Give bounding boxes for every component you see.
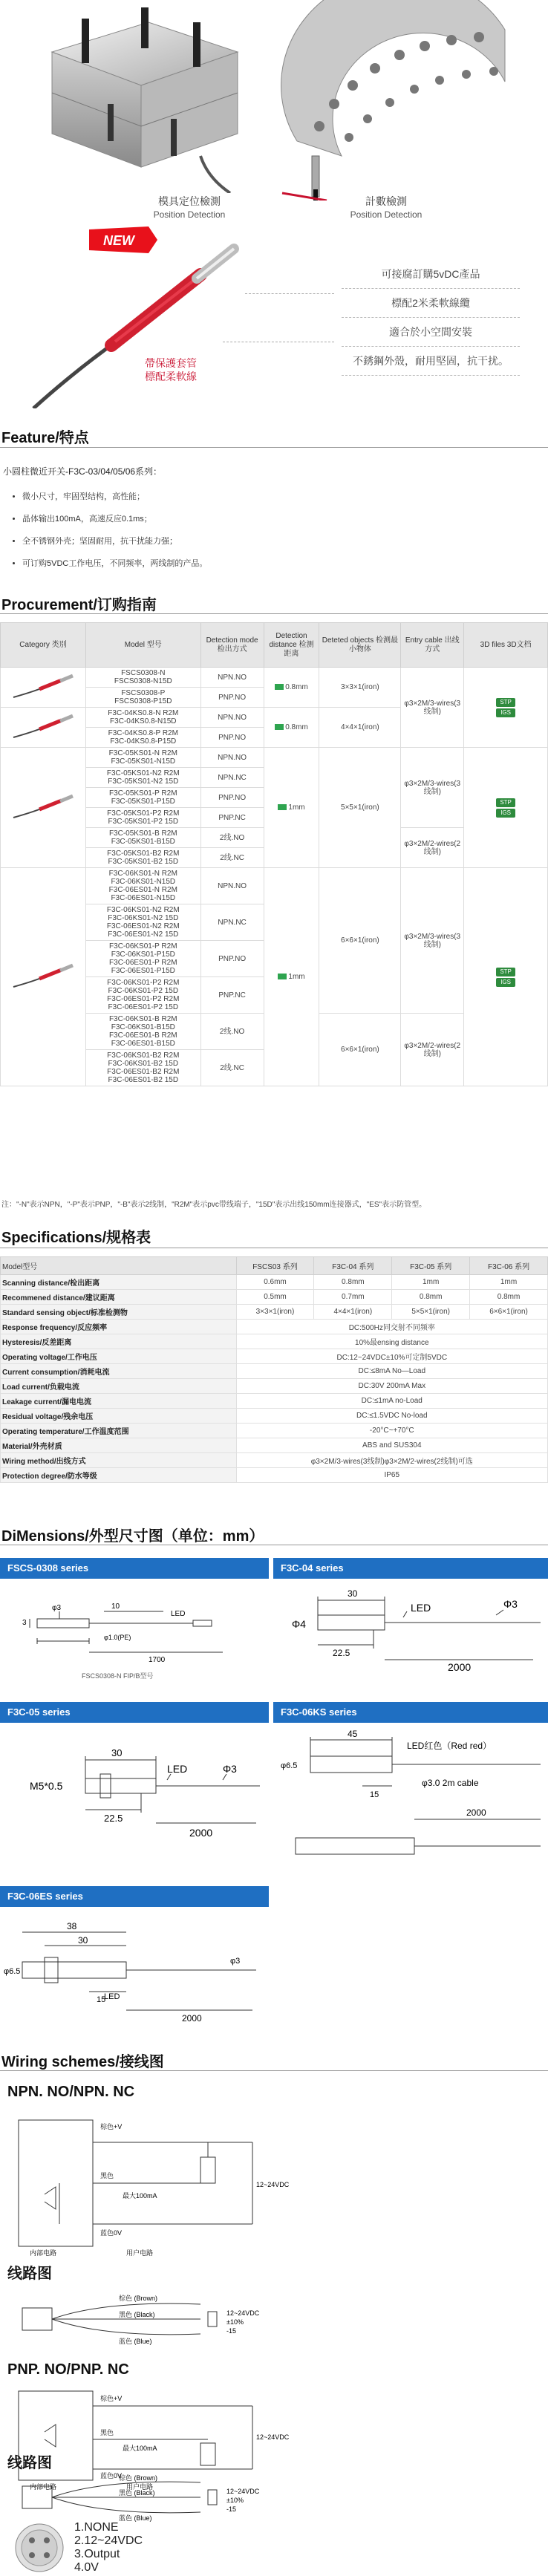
- dimensions-title: DiMensions/外型尺寸图（单位：mm）: [1, 1528, 264, 1545]
- model-cell: F3C-05KS01-B2 R2M F3C-05KS01-B2 15D: [85, 848, 200, 868]
- distance-value: 0.8mm: [285, 683, 308, 691]
- svg-text:15: 15: [97, 1995, 106, 2004]
- svg-text:蓝色 (Blue): 蓝色 (Blue): [119, 2338, 152, 2345]
- mode-cell: NPN.NC: [200, 904, 264, 941]
- mode-cell: PNP.NC: [200, 808, 264, 828]
- divider: [0, 447, 548, 448]
- svg-text:黑色: 黑色: [100, 2172, 114, 2179]
- spec-value: IP65: [236, 1468, 547, 1483]
- th-model: Model 型号: [85, 623, 200, 668]
- svg-text:-15: -15: [226, 2327, 237, 2335]
- dash-line: [245, 293, 334, 294]
- spec-value: 0.8mm: [392, 1290, 470, 1305]
- spec-row: [1, 1438, 548, 1453]
- svg-text:12~24VDC: 12~24VDC: [226, 2309, 260, 2317]
- igs-download-button[interactable]: IGS: [496, 809, 515, 818]
- spec-value: DC:12~24VDC±10%可定制5VDC: [236, 1349, 547, 1364]
- th-category: Category 类別: [1, 623, 86, 668]
- distance-bar: [275, 684, 284, 690]
- npn-circuit: [15, 2113, 297, 2257]
- spec-label: Operating temperature/工作温度范围: [1, 1424, 237, 1438]
- spec-row: [1, 1349, 548, 1364]
- mode-cell: NPN.NO: [200, 868, 264, 904]
- svg-text:1700: 1700: [149, 1656, 166, 1664]
- mode-cell: PNP.NO: [200, 728, 264, 748]
- svg-text:12~24VDC: 12~24VDC: [256, 2181, 290, 2188]
- stp-download-button[interactable]: STP: [496, 968, 515, 976]
- spec-value: 10%最ensing distance: [236, 1334, 547, 1349]
- procurement-row: [1, 868, 548, 904]
- connector-pinout-icon: [11, 2521, 71, 2575]
- spec-label: Leakage current/漏电电流: [1, 1394, 237, 1409]
- spec-value: DC:30V 200mA Max: [236, 1379, 547, 1394]
- spec-label: Hysteresis/反差距离: [1, 1334, 237, 1349]
- spec-label: Wiring method/出线方式: [1, 1453, 237, 1468]
- spec-row: [1, 1394, 548, 1409]
- svg-text:棕色+V: 棕色+V: [100, 2395, 123, 2402]
- cable-cell: φ3×2M/2-wires(2线制): [401, 828, 464, 868]
- feature-title: Feature/特点: [1, 430, 89, 446]
- model-cell: F3C-06KS01-B2 R2M F3C-06KS01-B2 15D F3C-06ES01-B2 R2M F3C-06ES01-B2 15D: [85, 1050, 200, 1086]
- model-cell: F3C-05KS01-N2 R2M F3C-05KS01-N2 15D: [85, 768, 200, 788]
- category-image: [1, 868, 86, 1086]
- mode-cell: 2线.NC: [200, 1050, 264, 1086]
- dim-head-f06es: F3C-06ES series: [0, 1886, 269, 1907]
- sensor-thumbnail-icon: [10, 961, 76, 991]
- mode-cell: NPN.NO: [200, 708, 264, 728]
- model-cell: F3C-05KS01-B R2M F3C-05KS01-B15D: [85, 828, 200, 848]
- svg-text:12~24VDC: 12~24VDC: [226, 2488, 260, 2495]
- spec-value: DC:≤1mA no-Load: [236, 1394, 547, 1409]
- spec-label: Material/外壳材质: [1, 1438, 237, 1453]
- distance-bar: [278, 804, 287, 810]
- distance-bar: [275, 724, 284, 730]
- svg-text:3: 3: [22, 1619, 27, 1627]
- svg-text:蓝色0V: 蓝色0V: [100, 2229, 123, 2237]
- hero-section: [0, 0, 548, 416]
- svg-text:Φ3: Φ3: [223, 1763, 237, 1775]
- svg-text:10: 10: [111, 1602, 120, 1611]
- feature-item: • 晶体输出100mA，高速反应0.1ms；: [22, 512, 207, 524]
- svg-text:±10%: ±10%: [226, 2318, 244, 2326]
- svg-text:-15: -15: [226, 2505, 237, 2513]
- spec-label: Current consumption/消耗电流: [1, 1364, 237, 1379]
- spec-th: F3C-06 系列: [470, 1257, 548, 1275]
- spec-row: [1, 1305, 548, 1320]
- cable-cell: φ3×2M/2-wires(2线制): [401, 1014, 464, 1086]
- spec-value: 0.8mm: [314, 1275, 392, 1290]
- spec-title: Specifications/规格表: [1, 1230, 151, 1246]
- npn-title: NPN. NO/NPN. NC: [7, 2084, 135, 2100]
- f06ks-drawing: [273, 1726, 548, 1882]
- wiring-title: Wiring schemes/接线图: [1, 2054, 164, 2070]
- distance-cell: [264, 668, 319, 708]
- pin-item: 2.12~24VDC: [74, 2534, 143, 2547]
- procurement-note: 注："-N"表示NPN，"-P"表示PNP，"-B"表示2线制，"R2M"表示pvc带线端子，"15D"表示出线150mm连接器式，"ES"表示防管型。: [1, 1201, 427, 1209]
- spec-row: [1, 1453, 548, 1468]
- th-cable: Entry cable 出线方式: [401, 623, 464, 668]
- hero-bullet: 可接腐訂購5vDC產品: [342, 260, 520, 289]
- svg-text:内部电路: 内部电路: [30, 2483, 57, 2491]
- hero-feature-bullets: [342, 260, 520, 376]
- spec-row: [1, 1334, 548, 1349]
- new-badge: [89, 226, 157, 253]
- spec-label: Operating voltage/工作电压: [1, 1349, 237, 1364]
- object-cell: 5×5×1(iron): [319, 748, 401, 868]
- spec-label: Response frequency/反应频率: [1, 1320, 237, 1334]
- download-cell: [464, 668, 548, 748]
- svg-text:最大100mA: 最大100mA: [123, 2192, 157, 2200]
- model-cell: F3C-05KS01-P R2M F3C-05KS01-P15D: [85, 788, 200, 808]
- svg-text:30: 30: [78, 1935, 88, 1946]
- svg-text:LED: LED: [171, 1610, 186, 1618]
- pin-list: [74, 2521, 143, 2575]
- spec-value: 6×6×1(iron): [470, 1305, 548, 1320]
- spec-label: Load current/负载电流: [1, 1379, 237, 1394]
- spec-value: 0.7mm: [314, 1290, 392, 1305]
- spec-value: 3×3×1(iron): [236, 1305, 314, 1320]
- object-cell: 3×3×1(iron): [319, 668, 401, 708]
- svg-text:用户电路: 用户电路: [126, 2249, 154, 2257]
- spec-th: FSCS03 系列: [236, 1257, 314, 1275]
- svg-text:Φ4: Φ4: [292, 1618, 306, 1630]
- svg-text:M5*0.5: M5*0.5: [30, 1780, 63, 1792]
- model-cell: F3C-05KS01-P2 R2M F3C-05KS01-P2 15D: [85, 808, 200, 828]
- pnp-wire-diagram: [15, 2471, 297, 2523]
- th-mode: Detection mode 检出方式: [200, 623, 264, 668]
- dim-head-f04: F3C-04 series: [273, 1558, 548, 1579]
- line-diagram-title-2: 线路图: [7, 2455, 52, 2471]
- spec-row: [1, 1409, 548, 1424]
- th-3d: 3D files 3D文档: [464, 623, 548, 668]
- svg-text:LED: LED: [411, 1602, 431, 1614]
- spec-row: [1, 1320, 548, 1334]
- pin-item: 3.Output: [74, 2548, 120, 2560]
- distance-bar: [278, 974, 287, 979]
- svg-text:30: 30: [111, 1747, 123, 1758]
- model-cell: F3C-04KS0.8-P R2M F3C-04KS0.8-P15D: [85, 728, 200, 748]
- hero-bullet: 不銹鋼外殼，耐用堅固，抗干扰。: [342, 347, 520, 376]
- fscs-drawing: [0, 1582, 267, 1693]
- cable-cell: φ3×2M/3-wires(3线制): [401, 868, 464, 1014]
- feature-list: [22, 490, 207, 579]
- object-cell: 4×4×1(iron): [319, 708, 401, 748]
- svg-text:φ1.0(PE): φ1.0(PE): [104, 1634, 131, 1641]
- line-diagram-title: 线路图: [7, 2266, 52, 2282]
- model-cell: FSCS0308-P FSCS0308-P15D: [85, 688, 200, 708]
- spec-label: Residual voltage/残余电压: [1, 1409, 237, 1424]
- hero-bullet: 標配2米柔軟線纜: [342, 289, 520, 318]
- svg-text:±10%: ±10%: [226, 2497, 244, 2504]
- spec-row: [1, 1275, 548, 1290]
- f04-drawing: [273, 1582, 548, 1701]
- feature-item: • 可订购5VDC工作电压，不同频率，两线制的产品。: [22, 557, 207, 569]
- cable-cell: φ3×2M/3-wires(3线制): [401, 748, 464, 828]
- spec-value: 1mm: [392, 1275, 470, 1290]
- spec-th: Model型号: [1, 1257, 237, 1275]
- sensor-thumbnail-icon: [10, 792, 76, 821]
- pin-item: 1.NONE: [74, 2521, 119, 2534]
- pnp-title: PNP. NO/PNP. NC: [7, 2361, 129, 2378]
- feature-item: • 全不锈钢外壳；坚固耐用，抗干扰能力强；: [22, 535, 207, 547]
- spec-value: -20°C~+70°C: [236, 1424, 547, 1438]
- svg-text:棕色+V: 棕色+V: [100, 2123, 123, 2130]
- spec-value: 0.6mm: [236, 1275, 314, 1290]
- svg-text:φ6.5: φ6.5: [4, 1967, 21, 1976]
- svg-text:2000: 2000: [182, 2013, 202, 2024]
- mode-cell: PNP.NO: [200, 788, 264, 808]
- distance-value: 1mm: [288, 973, 305, 981]
- svg-text:棕色 (Brown): 棕色 (Brown): [119, 2474, 158, 2482]
- svg-text:用户电路: 用户电路: [126, 2483, 154, 2491]
- caption-mold: 模具定位檢測 Position Detection: [153, 195, 226, 220]
- svg-text:Φ3: Φ3: [503, 1598, 518, 1610]
- svg-text:黑色 (Black): 黑色 (Black): [119, 2311, 155, 2318]
- mode-cell: NPN.NO: [200, 668, 264, 688]
- object-cell: 6×6×1(iron): [319, 868, 401, 1014]
- spec-value: DC:≤8mA No—Load: [236, 1364, 547, 1379]
- svg-text:最大100mA: 最大100mA: [123, 2445, 157, 2452]
- spec-row: [1, 1290, 548, 1305]
- spec-row: [1, 1424, 548, 1438]
- procurement-title: Procurement/订购指南: [1, 597, 157, 613]
- mode-cell: PNP.NO: [200, 941, 264, 977]
- svg-text:φ6.5: φ6.5: [281, 1761, 298, 1770]
- object-cell: 6×6×1(iron): [319, 1014, 401, 1086]
- svg-text:12~24VDC: 12~24VDC: [256, 2433, 290, 2441]
- svg-text:黑色: 黑色: [100, 2429, 114, 2436]
- svg-text:FSCS0308-N FIP/B型号: FSCS0308-N FIP/B型号: [82, 1672, 154, 1680]
- model-cell: F3C-06KS01-B R2M F3C-06KS01-B15D F3C-06ES01-B R2M F3C-06ES01-B15D: [85, 1014, 200, 1050]
- svg-text:φ3.0 2m cable: φ3.0 2m cable: [422, 1778, 479, 1788]
- mode-cell: 2线.NO: [200, 828, 264, 848]
- procurement-table: [0, 622, 548, 1086]
- divider: [0, 613, 548, 614]
- spec-th: F3C-04 系列: [314, 1257, 392, 1275]
- feature-item: • 微小尺寸，牢固型结构，高性能；: [22, 490, 207, 502]
- svg-text:22.5: 22.5: [333, 1648, 350, 1658]
- mode-cell: 2线.NO: [200, 1014, 264, 1050]
- divider: [0, 2070, 548, 2071]
- feature-intro: 小圆柱微近开关-F3C-03/04/05/06系列：: [3, 466, 163, 477]
- model-cell: F3C-04KS0.8-N R2M F3C-04KS0.8-N15D: [85, 708, 200, 728]
- distance-cell: [264, 748, 319, 868]
- spec-row: [1, 1364, 548, 1379]
- hero-bullet: 適合於小空間安裝: [342, 318, 520, 347]
- svg-text:φ3: φ3: [52, 1604, 62, 1612]
- svg-text:38: 38: [67, 1921, 77, 1931]
- spec-value: φ3×2M/3-wires(3线制)φ3×2M/2-wires(2线制)可选: [236, 1453, 547, 1468]
- distance-cell: [264, 708, 319, 748]
- th-distance: Detection distance 检测距离: [264, 623, 319, 668]
- model-cell: F3C-06KS01-P2 R2M F3C-06KS01-P2 15D F3C-06ES01-P2 R2M F3C-06ES01-P2 15D: [85, 977, 200, 1014]
- spec-label: Protection degree/防水等级: [1, 1468, 237, 1483]
- mode-cell: PNP.NO: [200, 688, 264, 708]
- svg-text:内部电路: 内部电路: [30, 2249, 57, 2257]
- spec-value: 1mm: [470, 1275, 548, 1290]
- model-cell: F3C-06KS01-N2 R2M F3C-06KS01-N2 15D F3C-06ES01-N2 R2M F3C-06ES01-N2 15D: [85, 904, 200, 941]
- sensor-thumbnail-icon: [10, 671, 76, 701]
- mode-cell: 2线.NC: [200, 848, 264, 868]
- model-cell: F3C-05KS01-N R2M F3C-05KS01-N15D: [85, 748, 200, 768]
- svg-text:黑色 (Black): 黑色 (Black): [119, 2489, 155, 2497]
- svg-text:15: 15: [370, 1790, 379, 1799]
- svg-text:LED: LED: [104, 1992, 120, 2001]
- procurement-row: [1, 748, 548, 768]
- spec-th: F3C-05 系列: [392, 1257, 470, 1275]
- mode-cell: NPN.NO: [200, 748, 264, 768]
- spec-value: DC:≤1.5VDC No-load: [236, 1409, 547, 1424]
- stp-download-button[interactable]: STP: [496, 698, 515, 707]
- model-cell: FSCS0308-N FSCS0308-N15D: [85, 668, 200, 688]
- svg-text:蓝色 (Blue): 蓝色 (Blue): [119, 2514, 152, 2522]
- stp-download-button[interactable]: STP: [496, 798, 515, 807]
- spec-table: [0, 1256, 548, 1483]
- procurement-row: [1, 668, 548, 688]
- model-cell: F3C-06KS01-N R2M F3C-06KS01-N15D F3C-06ES01-N R2M F3C-06ES01-N15D: [85, 868, 200, 904]
- hero-red-label: 帶保護套管 標配柔軟線: [145, 357, 197, 382]
- spec-value: 4×4×1(iron): [314, 1305, 392, 1320]
- spec-value: 5×5×1(iron): [392, 1305, 470, 1320]
- svg-text:LED: LED: [167, 1763, 188, 1775]
- npn-wire-diagram: [15, 2286, 297, 2352]
- spec-row: [1, 1468, 548, 1483]
- counting-detection-photo: [267, 0, 512, 200]
- svg-text:蓝色0V: 蓝色0V: [100, 2472, 123, 2479]
- spec-value: ABS and SUS304: [236, 1438, 547, 1453]
- category-image: [1, 708, 86, 748]
- download-cell: [464, 748, 548, 868]
- pin-item: 4.0V: [74, 2561, 99, 2574]
- igs-download-button[interactable]: IGS: [496, 708, 515, 717]
- mode-cell: NPN.NC: [200, 768, 264, 788]
- igs-download-button[interactable]: IGS: [496, 978, 515, 987]
- mode-cell: PNP.NC: [200, 977, 264, 1014]
- sensor-thumbnail-icon: [10, 711, 76, 741]
- cable-cell: φ3×2M/3-wires(3线制): [401, 668, 464, 748]
- spec-row: [1, 1379, 548, 1394]
- spec-value: 0.5mm: [236, 1290, 314, 1305]
- mold-positioning-photo: [37, 7, 252, 193]
- svg-text:2000: 2000: [466, 1807, 486, 1818]
- dim-head-fscs: FSCS-0308 series: [0, 1558, 269, 1579]
- svg-text:30: 30: [348, 1588, 358, 1599]
- spec-value: DC:500Hz同交射不同频率: [236, 1320, 547, 1334]
- distance-cell: [264, 868, 319, 1086]
- category-image: [1, 748, 86, 868]
- svg-text:2000: 2000: [448, 1661, 472, 1673]
- distance-value: 0.8mm: [285, 723, 308, 731]
- dim-head-f06ks: F3C-06KS series: [273, 1702, 548, 1723]
- spec-label: Standard sensing object/标准检测物: [1, 1305, 237, 1320]
- th-objects: Deteted objects 检测最小物体: [319, 623, 401, 668]
- svg-text:22.5: 22.5: [104, 1813, 123, 1824]
- category-image: [1, 668, 86, 708]
- f05-drawing: [0, 1726, 267, 1853]
- f06es-drawing: [0, 1910, 267, 2036]
- model-cell: F3C-06KS01-P R2M F3C-06KS01-P15D F3C-06ES01-P R2M F3C-06ES01-P15D: [85, 941, 200, 977]
- dim-head-f05: F3C-05 series: [0, 1702, 269, 1723]
- svg-text:LED红色（Red red）: LED红色（Red red）: [407, 1741, 492, 1751]
- spec-value: 0.8mm: [470, 1290, 548, 1305]
- spec-label: Recommened distance/建议距离: [1, 1290, 237, 1305]
- svg-text:2000: 2000: [189, 1827, 213, 1839]
- svg-text:45: 45: [348, 1729, 358, 1739]
- svg-text:NEW: NEW: [103, 233, 134, 248]
- svg-text:棕色 (Brown): 棕色 (Brown): [119, 2295, 158, 2302]
- caption-counting: 計數檢測 Position Detection: [350, 195, 423, 220]
- svg-text:φ3: φ3: [230, 1957, 241, 1966]
- download-cell: [464, 868, 548, 1086]
- distance-value: 1mm: [288, 803, 305, 812]
- spec-label: Scanning distance/检出距离: [1, 1275, 237, 1290]
